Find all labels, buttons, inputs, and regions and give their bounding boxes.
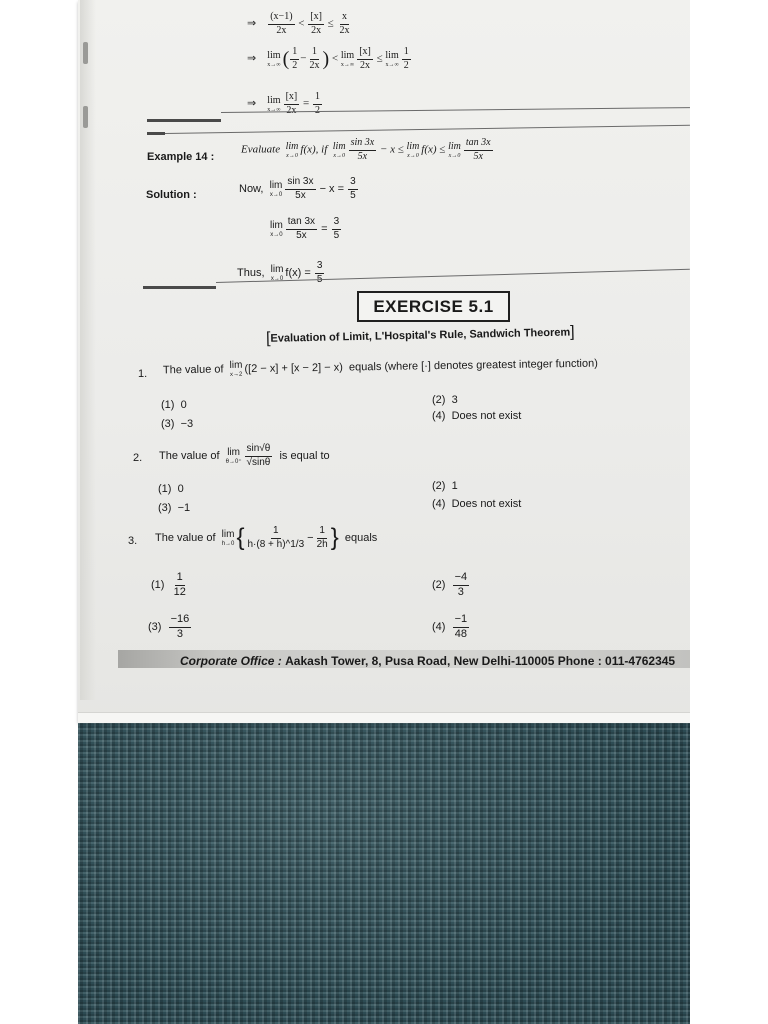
exercise-subtitle: [Evaluation of Limit, L'Hospital's Rule, Sandwich Theorem]: [265, 323, 575, 347]
question-2-option-2[interactable]: (2) 1: [432, 480, 458, 492]
question-1-option-1[interactable]: (1) 0: [161, 399, 187, 411]
question-2-text: The value of lim θ→0⁺ $\frac{\sin√\theta}{√\sin\theta}$ is equal to: [159, 443, 330, 468]
binding-hole: [83, 42, 88, 64]
question-3-option-3[interactable]: (3) $\frac{-16}{3}$: [148, 613, 190, 640]
question-2-option-4[interactable]: (4) Does not exist: [432, 498, 522, 510]
example-statement: Evaluate lim x→0 f(x), if lim x→0 $\frac{\sin 3x}{5x}$ − x ≤ lim x→0 f(x) ≤ lim x→0 $\frac{\tan 3x}{5x}$: [241, 137, 491, 162]
page-edge: [78, 712, 690, 723]
section-marker: [147, 119, 221, 122]
question-1-option-4[interactable]: (4) Does not exist: [432, 410, 522, 422]
question-3-text: The value of lim h→0 { $\frac{1}{h\cdot(8 + h)\^{}1/3}$ − $\frac{1}{2h}$ } equals: [155, 524, 378, 551]
question-1-option-3[interactable]: (3) −3: [161, 418, 194, 430]
exercise-title: EXERCISE 5.1: [357, 291, 510, 322]
binding-hole: [83, 106, 88, 128]
question-2-option-3[interactable]: (3) −1: [158, 502, 191, 514]
solution-label: Solution :: [146, 189, 197, 201]
solution-step-2: lim x→0 $\frac{\tan 3x}{5x}$ = $\frac{3}{5}$: [270, 216, 340, 241]
question-1-option-2[interactable]: (2) 3: [432, 394, 458, 406]
page-binding: [80, 0, 96, 700]
derivation-line-1: ⇒ $\frac{(x-1)}{2x}$ < $\frac{[x]}{2x}$ ≤ $\frac{x}{2x}$: [247, 11, 350, 36]
question-2-option-1[interactable]: (1) 0: [158, 483, 184, 495]
carpet-background: [78, 722, 690, 1024]
question-1-number: 1.: [138, 368, 148, 380]
derivation-line-2: ⇒ lim x→∞ ( $\frac{1}{2}$ − $\frac{1}{2x}$ ) < lim x→∞ $\frac{[x]}{2x}$ ≤ lim x→∞ $\frac{1}{2}$: [247, 46, 409, 71]
question-3-option-4[interactable]: (4) $\frac{-1}{48}$: [432, 613, 468, 640]
right-margin-cover: [690, 0, 768, 1024]
question-2-number: 2.: [133, 452, 143, 464]
footer-address: Corporate Office : Aakash Tower, 8, Pusa Road, New Delhi-110005 Phone : 011-4762345: [180, 654, 676, 668]
derivation-line-3: ⇒ lim x→∞ $\frac{[x]}{2x}$ = 1: [247, 91, 320, 116]
solution-conclusion: Thus, lim x→0 f(x) = 3: [237, 260, 323, 282]
section-marker: [147, 132, 165, 135]
section-marker: [143, 286, 216, 289]
question-3-number: 3.: [128, 535, 138, 547]
example-label: Example 14 :: [147, 151, 215, 163]
question-3-option-2[interactable]: (2) $\frac{-4}{3}$: [432, 571, 468, 598]
solution-step-1: Now, lim x→0 $\frac{\sin 3x}{5x}$ − x = $\frac{3}{5}$: [239, 176, 356, 201]
question-1-text: The value of lim x→2 ([2 − x] + [x − 2] − x) equals (where [·] denotes greatest integer function): [162, 357, 598, 378]
left-margin: [0, 0, 78, 1024]
question-3-option-1[interactable]: (1) $\frac{1}{12}$: [151, 571, 186, 598]
